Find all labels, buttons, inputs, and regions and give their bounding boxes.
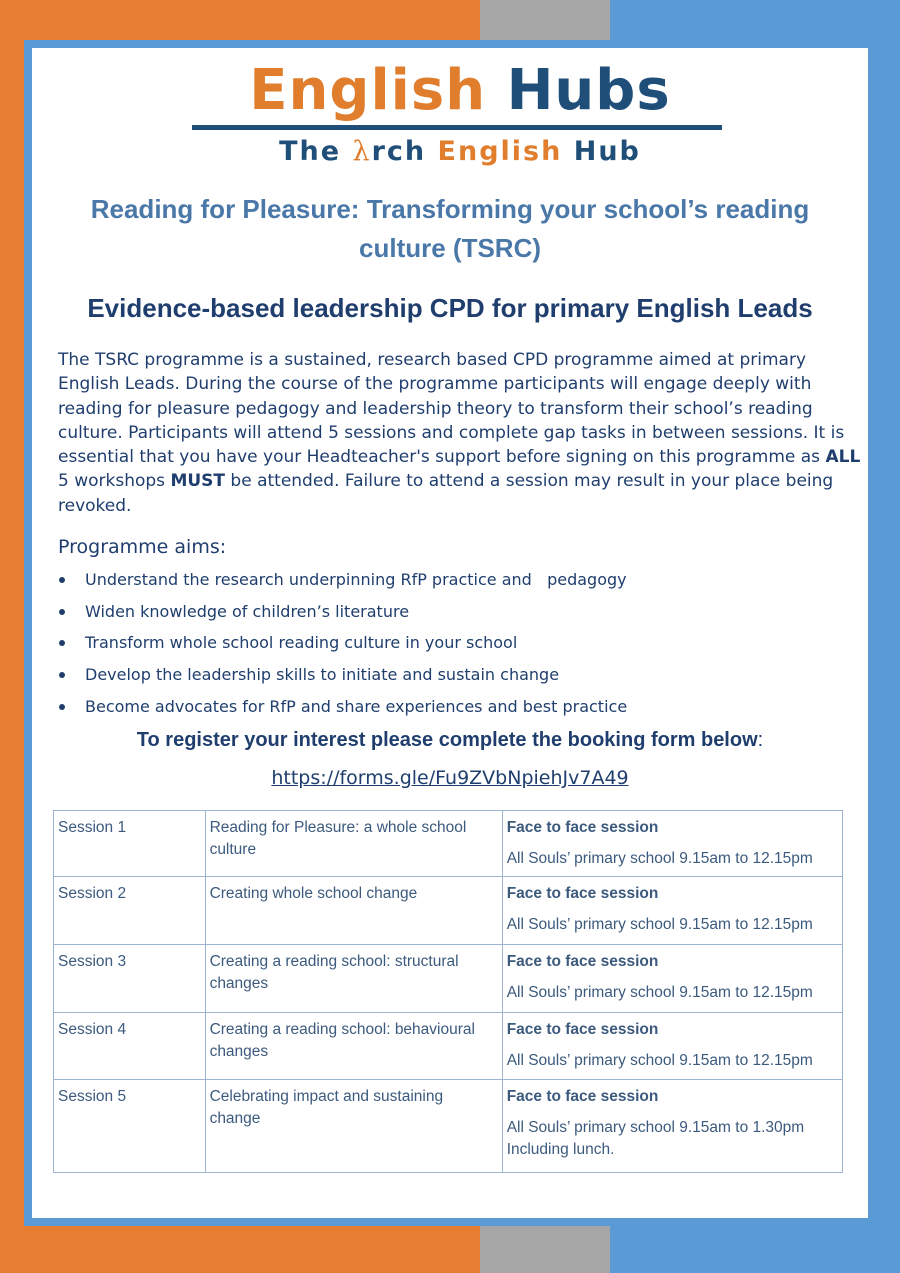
aims-list-item: [58, 629, 858, 661]
intro-emphasis-all: ALL: [825, 447, 861, 468]
aims-list-item: [58, 566, 858, 598]
table-row: [54, 1080, 843, 1173]
table-row: [54, 811, 843, 877]
intro-text-2: 5 workshops: [58, 471, 171, 492]
format-label: Face to face session: [506, 1088, 659, 1105]
aims-list-item: [58, 693, 858, 725]
bullet-icon: [59, 704, 65, 710]
intro-text-3: be attended. Failure to attend a session may result in your place being revoked.: [58, 471, 834, 516]
intro-text-1: The TSRC programme is a sustained, research based CPD programme aimed at primary English Leads. During the course of the programme participants will engage deeply with reading for pleasure pedagogy and leadership theory to transform their school’s reading culture. Participants will attend 5 sessions and complete gap tasks in between sessions. It is essential that you have your Headteacher's support before signing on this programme as: [58, 350, 845, 468]
logo-word-hubs: Hubs: [506, 58, 671, 123]
logo-arch-english-hub: [200, 134, 720, 170]
details-cell: [502, 877, 842, 945]
logo-arch-initial: λ: [352, 136, 372, 167]
table-row: [54, 1013, 843, 1080]
register-text: To register your interest please complete the booking form below: [136, 729, 758, 751]
frame-left-orange: [0, 0, 24, 1273]
aim-text: Develop the leadership skills to initiate and sustain change: [85, 665, 560, 685]
venue-text: All Souls’ primary school 9.15am to 1.30pm Including lunch.: [506, 1119, 805, 1158]
venue-text: All Souls’ primary school 9.15am to 12.15pm: [506, 984, 813, 1001]
logo-the: The: [279, 136, 342, 167]
sessions-table: [53, 810, 843, 1173]
details-cell: [502, 945, 842, 1013]
logo-hub: Hub: [573, 136, 641, 167]
page-subtitle: Evidence-based leadership CPD for primary English Leads: [87, 293, 813, 323]
aim-text: Widen knowledge of children’s literature: [85, 601, 410, 621]
aim-text: Transform whole school reading culture in your school: [85, 633, 518, 653]
session-cell: Session 5: [54, 1080, 206, 1173]
format-label: Face to face session: [506, 819, 659, 836]
frame-top-orange: [0, 0, 480, 40]
frame-right-blue: [876, 0, 900, 1273]
aims-heading: Programme aims:: [58, 536, 227, 558]
logo-word-english: English: [249, 58, 487, 123]
topic-cell: Celebrating impact and sustaining change: [205, 1080, 502, 1173]
logo-arch-rest: rch: [371, 136, 427, 167]
aims-list-item: [58, 661, 858, 693]
topic-cell: Creating a reading school: structural changes: [205, 945, 502, 1013]
aim-text: Become advocates for RfP and share experiences and best practice: [85, 696, 628, 716]
logo-english: English: [437, 136, 563, 167]
register-colon: :: [757, 729, 764, 751]
venue-text: All Souls’ primary school 9.15am to 12.15pm: [506, 1052, 813, 1069]
details-cell: [502, 1013, 842, 1080]
bullet-icon: [59, 609, 65, 615]
booking-form-link[interactable]: https://forms.gle/Fu9ZVbNpiehJv7A49: [271, 767, 629, 789]
aim-text: Understand the research underpinning RfP practice and pedagogy: [85, 570, 627, 589]
details-cell: [502, 811, 842, 877]
venue-text: All Souls’ primary school 9.15am to 12.15pm: [506, 916, 813, 933]
page-title: Reading for Pleasure: Transforming your school’s reading culture (TSRC): [90, 194, 810, 263]
bullet-icon: [59, 640, 65, 646]
frame-bottom-blue: [610, 1226, 900, 1273]
logo-english-hubs: [200, 58, 720, 124]
format-label: Face to face session: [506, 953, 659, 970]
table-row: [54, 877, 843, 945]
aims-list: [58, 566, 858, 724]
topic-cell: Reading for Pleasure: a whole school culture: [205, 811, 502, 877]
bullet-icon: [59, 672, 65, 678]
session-cell: Session 4: [54, 1013, 206, 1080]
session-cell: Session 2: [54, 877, 206, 945]
frame-bottom-orange: [0, 1226, 480, 1273]
topic-cell: Creating a reading school: behavioural changes: [205, 1013, 502, 1080]
session-cell: Session 3: [54, 945, 206, 1013]
frame-top-grey: [480, 0, 610, 40]
session-cell: Session 1: [54, 811, 206, 877]
intro-paragraph: [58, 348, 870, 518]
format-label: Face to face session: [506, 1021, 659, 1038]
frame-top-blue: [610, 0, 900, 40]
topic-cell: Creating whole school change: [205, 877, 502, 945]
logo-arch: [352, 136, 426, 167]
intro-emphasis-must: MUST: [170, 471, 226, 492]
table-row: [54, 945, 843, 1013]
bullet-icon: [59, 577, 65, 583]
venue-text: All Souls’ primary school 9.15am to 12.15pm: [506, 850, 813, 867]
aims-list-item: [58, 598, 858, 630]
frame-bottom-grey: [480, 1226, 610, 1273]
booking-link-row: [40, 764, 860, 792]
format-label: Face to face session: [506, 885, 659, 902]
details-cell: [502, 1080, 842, 1173]
register-instruction: [40, 726, 860, 754]
logo-rule: [192, 125, 722, 130]
